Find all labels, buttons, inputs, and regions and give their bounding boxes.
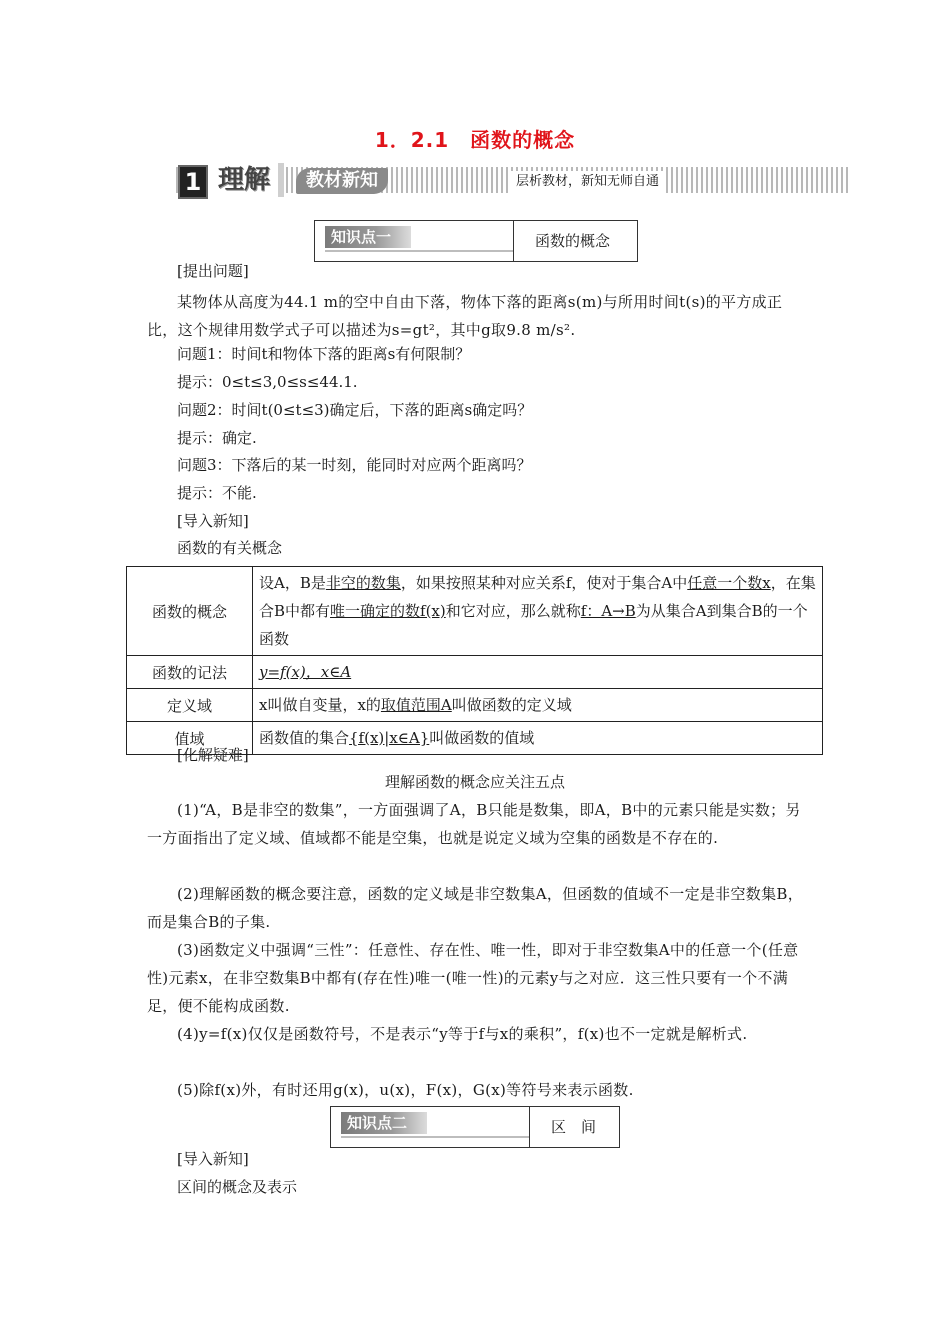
table-row <box>127 689 823 722</box>
tag-underline <box>341 1136 529 1138</box>
box-divider <box>513 221 514 261</box>
table-title: 函数的有关概念 <box>177 539 283 557</box>
row-key-concept: 函数的概念 <box>127 567 253 656</box>
banner-word-understand: 理解 <box>210 163 284 197</box>
hint-3: 提示：不能. <box>177 484 257 502</box>
banner-number: 1 <box>178 165 208 199</box>
row-key-notation: 函数的记法 <box>127 656 253 689</box>
knowledge-point-2-tag: 知识点二 <box>341 1112 427 1134</box>
knowledge-point-1-tag: 知识点一 <box>325 226 411 248</box>
hint-2: 提示：确定. <box>177 429 257 447</box>
table-row <box>127 656 823 689</box>
section-clarify: [化解疑难] <box>177 746 249 764</box>
clarify-title: 理解函数的概念应关注五点 <box>384 773 565 791</box>
interval-title: 区间的概念及表示 <box>177 1178 298 1196</box>
function-concepts-table <box>126 566 823 755</box>
problem-paragraph: 某物体从高度为44.1 m的空中自由下落，物体下落的距离s(m)与所用时间t(s)的平方成正比，这个规律用数学式子可以描述为s=gt²，其中g取9.8 m/s². <box>147 293 783 339</box>
row-value-concept: 设A，B是非空的数集，如果按照某种对应关系f，使对于集合A中任意一个数x，在集合B中都有唯一确定的数f(x)和它对应，那么就称f：A→B为从集合A到集合B的一个函数 <box>253 567 823 656</box>
knowledge-point-1-name: 函数的概念 <box>535 232 611 250</box>
point-5: (5)除f(x)外，有时还用g(x)，u(x)，F(x)，G(x)等符号来表示函数. <box>177 1081 634 1099</box>
knowledge-point-2-name: 区 间 <box>551 1118 597 1136</box>
box-divider <box>529 1107 530 1147</box>
point-2: (2)理解函数的概念要注意，函数的定义域是非空数集A，但函数的值域不一定是非空数集B，而是集合B的子集. <box>147 885 804 931</box>
row-value-domain: x叫做自变量，x的取值范围A叫做函数的定义域 <box>253 689 823 722</box>
point-3: (3)函数定义中强调“三性”：任意性、存在性、唯一性，即对于非空数集A中的任意一个(任意性)元素x，在非空数集B中都有(存在性)唯一(唯一性)的元素y与之对应．这三性只要有一个不满足，便不能构成函数. <box>147 941 799 1015</box>
tag-underline <box>325 250 513 252</box>
table-row <box>127 567 823 656</box>
section-introduce-2: [导入新知] <box>177 1150 249 1168</box>
banner-word-textbook: 教材新知 <box>296 168 388 194</box>
row-key-domain: 定义域 <box>127 689 253 722</box>
section-introduce-1: [导入新知] <box>177 512 249 530</box>
section-ask-questions: [提出问题] <box>177 262 249 280</box>
question-1: 问题1：时间t和物体下落的距离s有何限制？ <box>177 345 471 363</box>
row-key-range: 值域 <box>127 722 253 755</box>
banner-subtitle: 层析教材，新知无师自通 <box>510 171 665 193</box>
page-title: 1．2.1 函数的概念 <box>374 128 576 152</box>
row-value-notation: y=f(x)，x∈A <box>253 656 823 689</box>
question-3: 问题3：下落后的某一时刻，能同时对应两个距离吗？ <box>177 456 532 474</box>
row-value-range: 函数值的集合{f(x)|x∈A}叫做函数的值域 <box>253 722 823 755</box>
knowledge-point-2-box <box>330 1106 620 1148</box>
question-2: 问题2：时间t(0≤t≤3)确定后，下落的距离s确定吗？ <box>177 401 533 419</box>
point-4: (4)y=f(x)仅仅是函数符号，不是表示“y等于f与x的乘积”，f(x)也不一定就是解析式. <box>177 1025 748 1043</box>
hint-1: 提示：0≤t≤3,0≤s≤44.1. <box>177 373 358 391</box>
point-1: (1)“A，B是非空的数集”，一方面强调了A，B只能是数集，即A，B中的元素只能是实数；另一方面指出了定义域、值域都不能是空集，也就是说定义域为空集的函数是不存在的. <box>147 801 801 847</box>
knowledge-point-1-box <box>314 220 638 262</box>
section-banner <box>176 159 848 199</box>
